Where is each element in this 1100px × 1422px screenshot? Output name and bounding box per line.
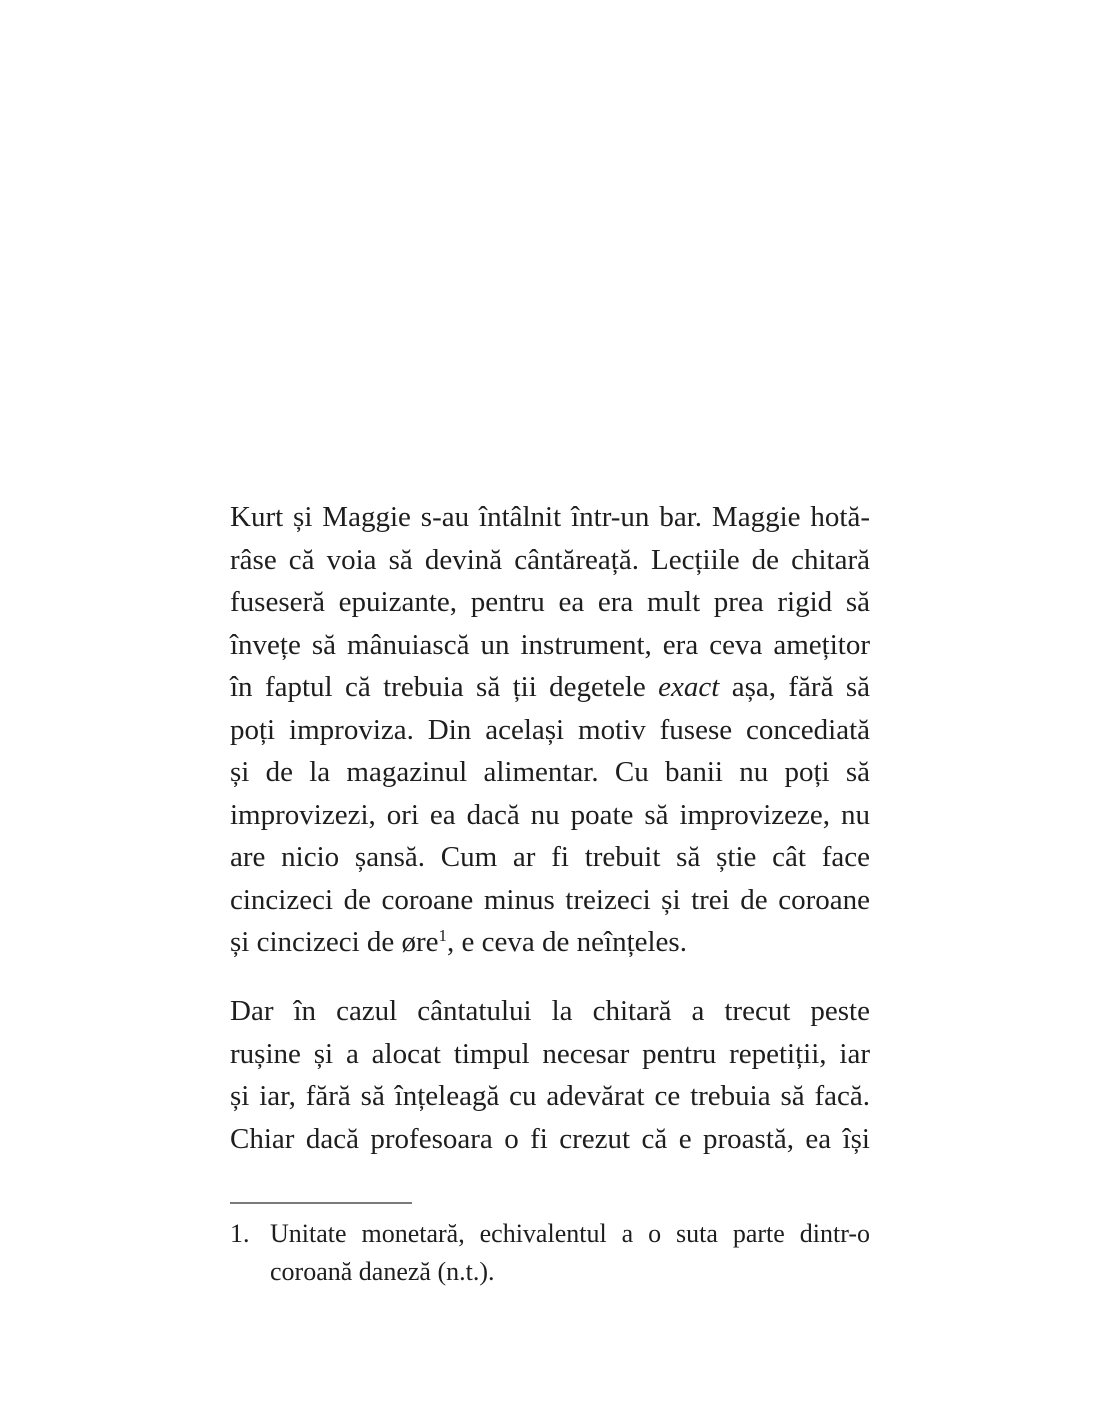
- text-segment: Kurt și Maggie s-au întâlnit într-un bar. Maggie hotă-: [230, 501, 870, 533]
- text-segment: are nicio șansă. Cum ar fi trebuit să știe cât face: [230, 841, 870, 873]
- text-segment: în faptul că trebuia să ții degetele: [230, 671, 659, 703]
- text-segment: poți improviza. Din același motiv fusese concediată: [230, 713, 870, 746]
- text-segment: Dar în cazul cântatului la chitară a trecut peste: [230, 995, 870, 1027]
- text-line: [230, 1075, 870, 1118]
- text-line: [230, 1118, 870, 1161]
- text-line: [230, 879, 870, 922]
- text-segment: și cincizeci de øre: [230, 926, 439, 958]
- text-line: [230, 1033, 870, 1076]
- text-segment: , e ceva de neînțeles.: [447, 926, 687, 958]
- text-line: [230, 751, 870, 794]
- text-segment: rușine și a alocat timpul necesar pentru repetiții, iar: [230, 1037, 870, 1070]
- text-segment: așa, fără să: [719, 671, 871, 703]
- footnote-marker: 1.: [230, 1219, 250, 1248]
- text-segment: și de la magazinul alimentar. Cu banii nu poți să: [230, 756, 870, 788]
- text-line: [230, 921, 870, 964]
- footnote: [230, 1215, 870, 1291]
- text-segment: învețe să mânuiască un instrument, era ceva amețitor: [230, 628, 870, 661]
- footnote-line: Unitate monetară, echivalentul a o suta parte dintr-o: [270, 1219, 870, 1248]
- text-line: [230, 581, 870, 624]
- text-line: [230, 496, 870, 539]
- footnote-reference: 1: [438, 926, 448, 945]
- italic-text: exact: [658, 671, 720, 703]
- text-segment: și iar, fără să înțeleagă cu adevărat ce trebuia să facă.: [230, 1080, 870, 1112]
- text-segment: fuseseră epuizante, pentru ea era mult prea rigid să: [230, 586, 870, 618]
- paragraph-2: [230, 990, 870, 1160]
- footnote-lines: [270, 1215, 870, 1291]
- text-segment: râse că voia să devină cântăreață. Lecțiile de chitară: [230, 543, 870, 576]
- paragraph-1: [230, 496, 870, 964]
- text-line: [230, 990, 870, 1033]
- text-line: [230, 666, 870, 709]
- text-segment: cincizeci de coroane minus treizeci și trei de coroane: [230, 883, 870, 916]
- footnote-separator: [230, 1202, 412, 1204]
- text-line: [230, 794, 870, 837]
- text-line: [230, 836, 870, 879]
- text-line: [230, 624, 870, 667]
- text-segment: Chiar dacă profesoara o fi crezut că e proastă, ea își: [230, 1122, 870, 1155]
- footnote-line: coroană daneză (n.t.).: [270, 1257, 495, 1286]
- text-line: [230, 709, 870, 752]
- text-line: [230, 539, 870, 582]
- text-segment: improvizezi, ori ea dacă nu poate să improvizeze, nu: [230, 798, 870, 831]
